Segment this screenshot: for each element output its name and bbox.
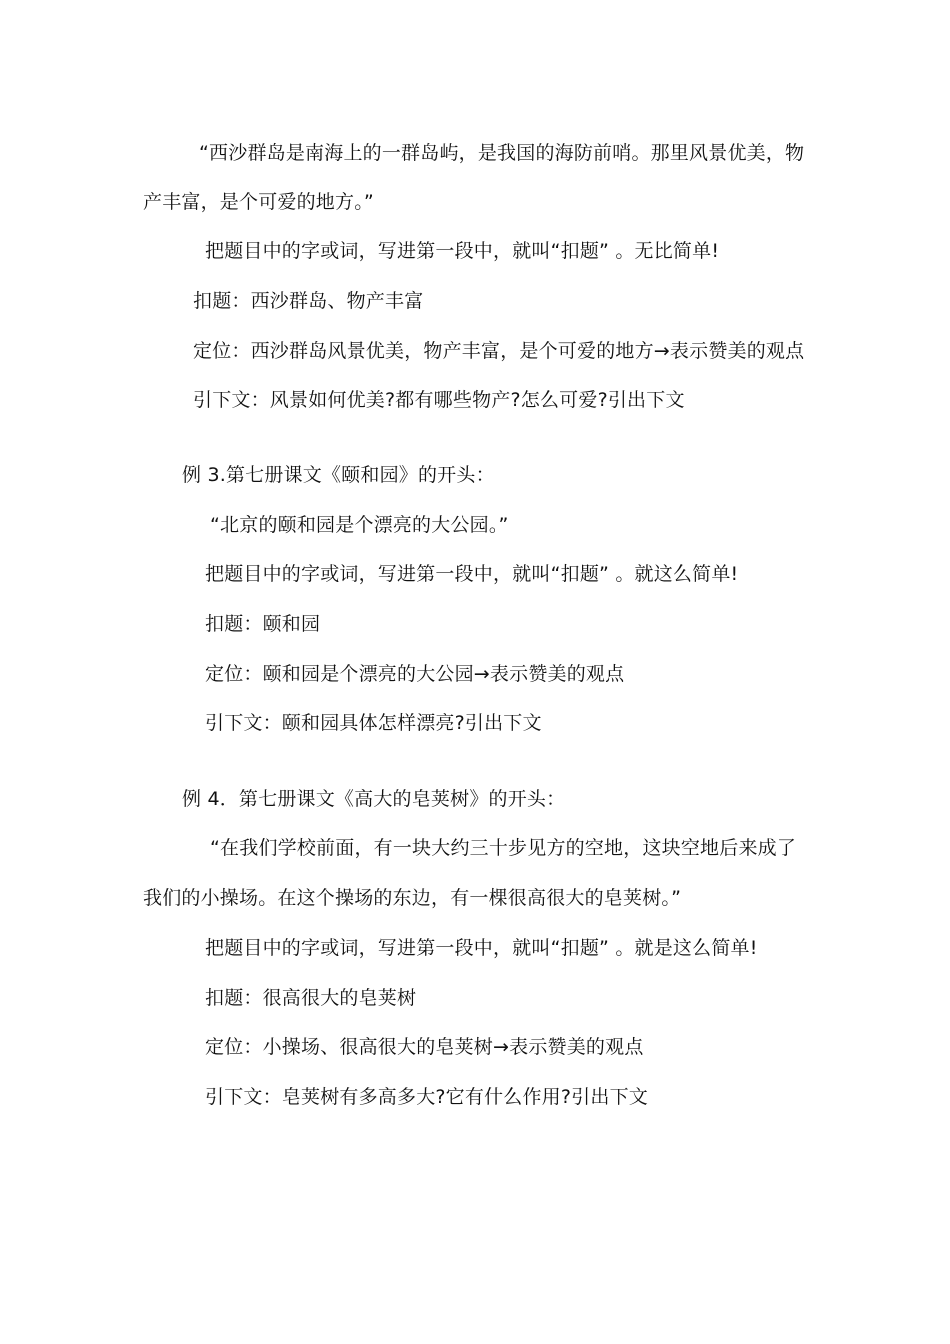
ex4-kouti: 扣题：很高很大的皂荚树 (205, 987, 417, 1009)
ex3-quote: “北京的颐和园是个漂亮的大公园。” (210, 514, 509, 536)
ex2-kouti: 扣题：西沙群岛、物产丰富 (193, 290, 424, 312)
ex3-kouti: 扣题：颐和园 (205, 613, 321, 635)
ex4-explain: 把题目中的字或词，写进第一段中，就叫“扣题” 。就是这么简单! (205, 937, 758, 959)
ex3-heading: 例 3.第七册课文《颐和园》的开头： (182, 464, 495, 486)
ex2-quote-line1: “西沙群岛是南海上的一群岛屿，是我国的海防前哨。那里风景优美，物 (199, 142, 805, 164)
ex4-dingwei: 定位：小操场、很高很大的皂荚树→表示赞美的观点 (205, 1036, 644, 1058)
ex2-explain: 把题目中的字或词，写进第一段中，就叫“扣题” 。无比简单! (205, 240, 720, 262)
ex4-quote-line2: 我们的小操场。在这个操场的东边，有一棵很高很大的皂荚树。” (143, 887, 682, 909)
ex2-dingwei: 定位：西沙群岛风景优美，物产丰富，是个可爱的地方→表示赞美的观点 (193, 340, 805, 362)
ex3-explain: 把题目中的字或词，写进第一段中，就叫“扣题” 。就这么简单! (205, 563, 739, 585)
ex4-yinxiawen: 引下文：皂荚树有多高多大?它有什么作用?引出下文 (205, 1086, 648, 1108)
ex2-quote-line2: 产丰富，是个可爱的地方。” (143, 191, 374, 213)
ex2-yinxiawen: 引下文：风景如何优美?都有哪些物产?怎么可爱?引出下文 (193, 389, 685, 411)
ex4-quote-line1: “在我们学校前面，有一块大约三十步见方的空地，这块空地后来成了 (210, 837, 797, 859)
ex3-dingwei: 定位：颐和园是个漂亮的大公园→表示赞美的观点 (205, 663, 625, 685)
ex4-heading: 例 4．第七册课文《高大的皂荚树》的开头： (182, 788, 566, 810)
ex3-yinxiawen: 引下文：颐和园具体怎样漂亮?引出下文 (205, 712, 542, 734)
